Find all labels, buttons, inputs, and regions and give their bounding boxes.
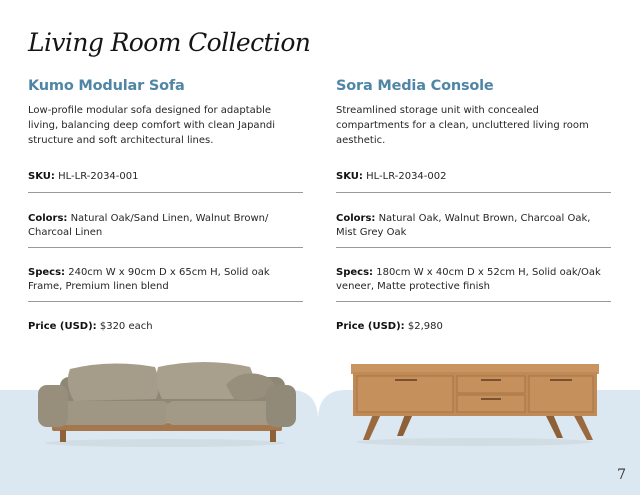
colors-value: Natural Oak/Sand Linen, Walnut Brown/ Charcoal Linen <box>28 213 269 238</box>
sku-value: HL-LR-2034-001 <box>58 171 139 182</box>
price-label: Price (USD): <box>336 321 405 332</box>
colors-value: Natural Oak, Walnut Brown, Charcoal Oak, Mist Grey Oak <box>336 213 591 238</box>
price-value: $320 each <box>99 321 153 332</box>
product-name: Sora Media Console <box>336 78 494 94</box>
sku-row <box>28 170 303 193</box>
price-row <box>28 320 303 334</box>
page-number: 7 <box>617 467 626 483</box>
colors-label: Colors: <box>28 213 68 224</box>
specs-label: Specs: <box>336 267 374 278</box>
product-description: Low-profile modular sofa designed for adaptable living, balancing deep comfort with clean Japandi structure and soft architectural lines. <box>28 105 276 146</box>
price-value: $2,980 <box>407 321 443 332</box>
colors-row <box>336 212 611 248</box>
product-description: Streamlined storage unit with concealed compartments for a clean, uncluttered living room aesthetic. <box>336 105 589 146</box>
sku-label: SKU: <box>336 171 363 182</box>
price-row <box>336 320 611 334</box>
product-name: Kumo Modular Sofa <box>28 78 185 94</box>
specs-row <box>28 266 303 302</box>
media-console-image <box>345 362 603 447</box>
sku-label: SKU: <box>28 171 55 182</box>
specs-value: 240cm W x 90cm D x 65cm H, Solid oak Frame, Premium linen blend <box>28 267 270 292</box>
page-title: Living Room Collection <box>28 28 311 57</box>
product-card-console <box>336 78 611 334</box>
colors-row <box>28 212 303 248</box>
sku-value: HL-LR-2034-002 <box>366 171 447 182</box>
sku-row <box>336 170 611 193</box>
product-card-sofa <box>28 78 303 334</box>
colors-label: Colors: <box>336 213 376 224</box>
sofa-image <box>30 355 300 450</box>
specs-label: Specs: <box>28 267 66 278</box>
specs-value: 180cm W x 40cm D x 52cm H, Solid oak/Oak veneer, Matte protective finish <box>336 267 601 292</box>
price-label: Price (USD): <box>28 321 97 332</box>
specs-row <box>336 266 611 302</box>
